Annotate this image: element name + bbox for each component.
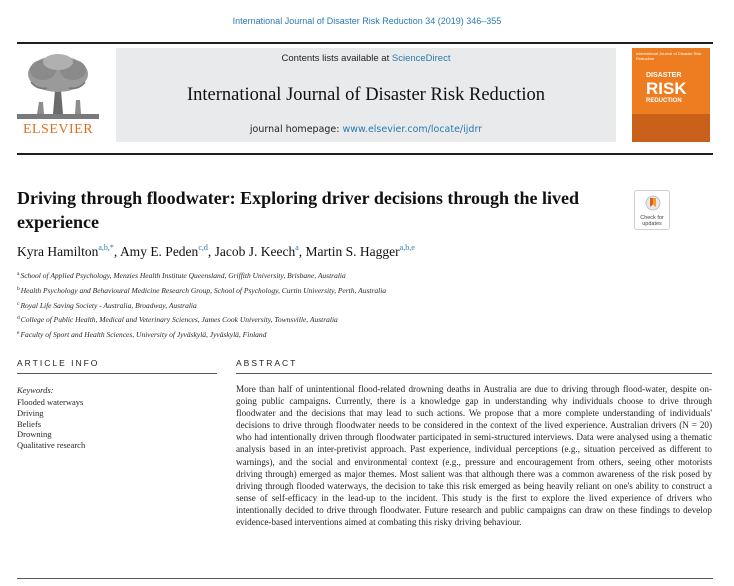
bottom-rule bbox=[17, 578, 713, 579]
author-separator: , bbox=[298, 244, 306, 259]
sciencedirect-link[interactable]: ScienceDirect bbox=[391, 53, 451, 64]
affiliation-key: c bbox=[17, 300, 20, 307]
cover-word-risk: RISK bbox=[646, 79, 687, 98]
cover-word-reduction: REDUCTION bbox=[646, 98, 682, 104]
keyword: Qualitative research bbox=[17, 440, 86, 451]
author-affiliation-marks[interactable]: a,b,* bbox=[98, 243, 114, 252]
check-for-updates-label: Check for updates bbox=[640, 215, 664, 227]
author-name[interactable]: Martin S. Hagger bbox=[305, 244, 400, 259]
affiliation bbox=[17, 268, 637, 283]
keywords-label: Keywords: bbox=[17, 385, 54, 395]
author-name[interactable]: Jacob J. Keech bbox=[214, 244, 296, 259]
journal-cover-thumbnail[interactable] bbox=[632, 48, 710, 142]
cover-word-disaster: DISASTER bbox=[646, 72, 682, 79]
abstract-rule bbox=[236, 373, 712, 374]
affiliation bbox=[17, 298, 637, 313]
affiliation-text: Royal Life Saving Society - Australia, Broadway, Australia bbox=[20, 300, 197, 310]
author-affiliation-marks[interactable]: c,d bbox=[198, 243, 208, 252]
affiliation-key: e bbox=[17, 330, 20, 337]
author-list bbox=[17, 243, 637, 260]
contents-prefix: Contents lists available at bbox=[281, 53, 392, 64]
check-for-updates-button[interactable] bbox=[634, 190, 670, 230]
affiliation-list bbox=[17, 268, 637, 342]
affiliation-key: a bbox=[17, 271, 20, 277]
keyword-list bbox=[17, 397, 85, 451]
cover-stripe bbox=[632, 114, 710, 142]
affiliation-text: School of Applied Psychology, Menzies Health Institute Queensland, Griffith University, Brisbane, Australia bbox=[20, 271, 346, 280]
elsevier-logo bbox=[17, 52, 99, 142]
contents-line bbox=[116, 53, 616, 64]
keyword: Driving bbox=[17, 407, 44, 418]
journal-header-box bbox=[116, 48, 616, 142]
cover-journal-name: International Journal of Disaster Risk Reduction bbox=[636, 51, 702, 61]
author-affiliation-marks[interactable]: a,b,e bbox=[399, 243, 415, 252]
abstract-heading: ABSTRACT bbox=[236, 358, 298, 368]
affiliation-text: College of Public Health, Medical and Veterinary Sciences, James Cook University, Townsville, Australia bbox=[20, 315, 338, 325]
abstract-text: More than half of unintentional flood-related drowning deaths in Australia are due to driving through flood-water, despite on-going public campaigns. Currently, there is a knowledge gap in understanding why individuals choose to drive through floodwater and the decisions that may lead to such actions. We propose that a more complete understanding of individuals' decisions to drive through floodwater needs to be considered in the context of the lived experience. Australian drivers (N = 20) who had intentionally driven through floodwater participated in semi-structured interviews. Data were analysed using a thematic analysis based in an inter-pretivist approach. Past experience, individual perceptions (e.g., situation perceived as different to warnings), and the social and environmental context (e.g., pressure and encouragement from others, seeing other motorists driving through) emerged as major themes. Most salient was that although there was a common awareness of the risk posed by driving through flooded waterways, the decision to take this risk emerged as being heavily reliant on one's ability to construct a sense of self-efficacy in the lead-up to the incident. This study is the first to explore the lived experience of drivers who intentionally decided to drive through floodwater. Future research and public campaigns can draw on these findings to develop evidence-based interventions aimed at combating this risky driving behaviour. bbox=[236, 384, 712, 528]
affiliation bbox=[17, 283, 637, 298]
author-separator: , bbox=[207, 244, 215, 259]
bookmark-icon bbox=[645, 195, 661, 213]
author-separator: , bbox=[113, 244, 120, 259]
elsevier-wordmark: ELSEVIER bbox=[22, 122, 94, 137]
author-name[interactable]: Amy E. Peden bbox=[119, 244, 199, 259]
tree-icon bbox=[17, 52, 99, 122]
affiliation-text: Faculty of Sport and Health Sciences, University of Jyväskylä, Jyväskylä, Finland bbox=[20, 330, 267, 340]
homepage-prefix: journal homepage: bbox=[249, 124, 343, 135]
affiliation-key: d bbox=[17, 315, 20, 322]
affiliation-text: Health Psychology and Behavioural Medicine Research Group, School of Psychology, Curtin University, Perth, Australia bbox=[20, 285, 387, 295]
affiliation-key: b bbox=[17, 285, 20, 292]
author-affiliation-marks[interactable]: a bbox=[295, 243, 299, 252]
journal-reference-link[interactable]: International Journal of Disaster Risk Reduction 34 (2019) 346–355 bbox=[232, 16, 502, 26]
top-rule bbox=[17, 42, 713, 44]
article-info-heading: ARTICLE INFO bbox=[17, 358, 100, 368]
article-title: Driving through floodwater: Exploring driver decisions through the lived experience bbox=[17, 188, 580, 232]
header-bottom-rule bbox=[17, 153, 713, 155]
affiliation bbox=[17, 312, 637, 327]
keyword: Drowning bbox=[17, 429, 52, 440]
journal-homepage-line bbox=[116, 124, 616, 135]
journal-homepage-link[interactable]: www.elsevier.com/locate/ijdrr bbox=[342, 124, 483, 135]
article-info-rule bbox=[17, 373, 217, 374]
affiliation bbox=[17, 327, 637, 342]
keyword: Flooded waterways bbox=[17, 397, 84, 407]
keyword: Beliefs bbox=[17, 418, 42, 429]
journal-title: International Journal of Disaster Risk Reduction bbox=[186, 85, 546, 105]
author-name[interactable]: Kyra Hamilton bbox=[17, 244, 99, 259]
